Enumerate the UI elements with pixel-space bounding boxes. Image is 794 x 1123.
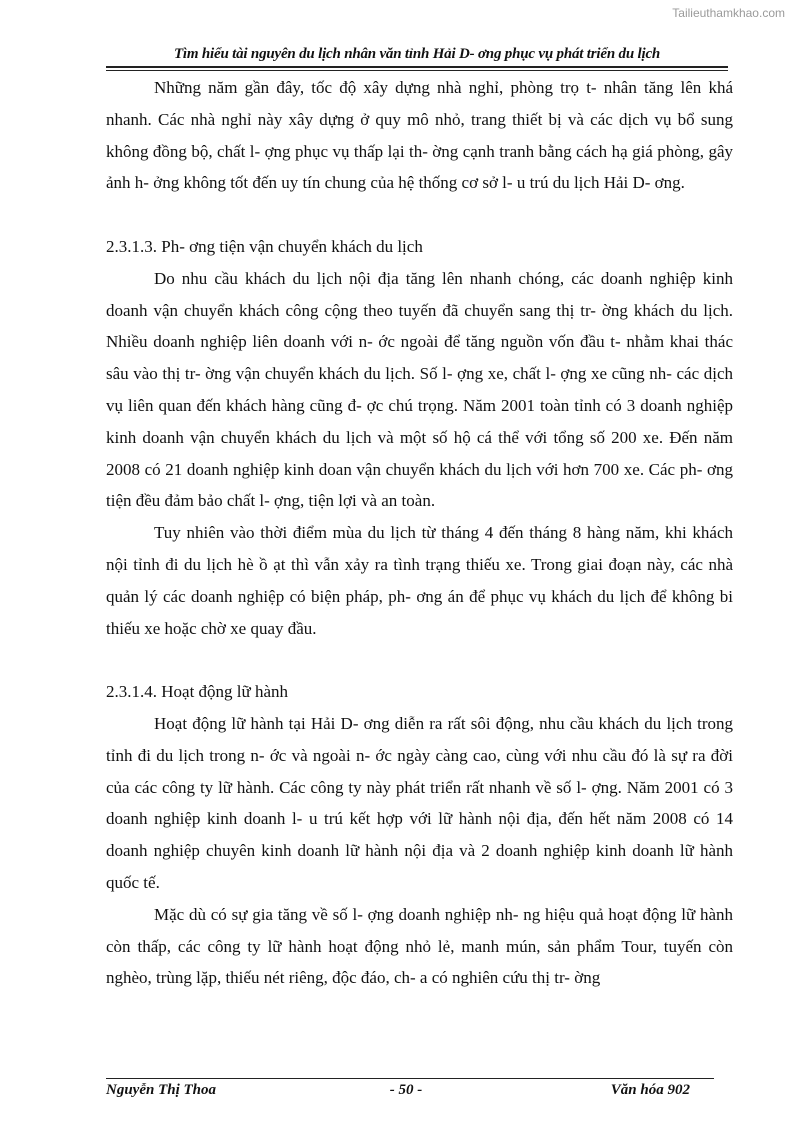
page-footer [106, 1082, 714, 1106]
footer-course: Văn hóa 902 [610, 1082, 690, 1098]
watermark: Tailieuthamkhao.com [672, 6, 785, 20]
section-heading: 2.3.1.4. Hoạt động lữ hành [106, 682, 289, 702]
page-body [106, 72, 733, 994]
paragraph: Mặc dù có sự gia tăng về số l- ợng doanh nghiệp nh- ng hiệu quả hoạt động lữ hành còn thấp, các công ty lữ hành hoạt động nhỏ lẻ, manh mún, sản phẩm Tour, tuyến còn nghèo, trùng lặp, thiếu nét riêng, độc đáo, ch- a có nghiên cứu thị tr- ờng [106, 904, 733, 988]
paragraph: Những năm gần đây, tốc độ xây dựng nhà nghỉ, phòng trọ t- nhân tăng lên khá nhanh. Các nhà nghỉ này xây dựng ở quy mô nhỏ, trang thiết bị và các dịch vụ bổ sung không đồng bộ, chất l- ợng phục vụ thấp lại th- ờng cạnh tranh bằng cách hạ giá phòng, gây ảnh h- ởng không tốt đến uy tín chung của hệ thống cơ sở l- u trú du lịch Hải D- ơng. [106, 78, 733, 193]
section-heading: 2.3.1.3. Ph- ơng tiện vận chuyển khách du lịch [106, 236, 423, 256]
paragraph: Do nhu cầu khách du lịch nội địa tăng lên nhanh chóng, các doanh nghiệp kinh doanh vận chuyển khách công cộng theo tuyến đã chuyển sang thị tr- ờng khách du lịch. Nhiều doanh nghiệp liên doanh với n- ớc ngoài để tăng nguồn vốn đầu t- nhằm khai thác sâu vào thị tr- ờng vận chuyển khách du lịch. Số l- ợng xe, chất l- ợng xe cũng nh- các dịch vụ liên quan đến khách hàng cũng đ- ợc chú trọng. Năm 2001 toàn tỉnh có 3 doanh nghiệp kinh doanh vận chuyển khách du lịch và một số hộ cá thể với tổng số 200 xe. Đến năm 2008 có 21 doanh nghiệp kinh doan vận chuyển khách du lịch với hơn 700 xe. Các ph- ơng tiện đều đảm bảo chất l- ợng, tiện lợi và an toàn. [106, 268, 733, 511]
paragraph: Tuy nhiên vào thời điểm mùa du lịch từ tháng 4 đến tháng 8 hàng năm, khi khách nội tỉnh đi du lịch hè ồ ạt thì vẫn xảy ra tình trạng thiếu xe. Trong giai đoạn này, các nhà quản lý các doanh nghiệp có biện pháp, ph- ơng án để phục vụ khách du lịch để không bi thiếu xe hoặc chờ xe quay đầu. [106, 523, 733, 638]
header-rule-thin [106, 70, 728, 71]
page-number: - 50 - [389, 1082, 423, 1098]
header-rule [106, 66, 728, 68]
footer-author: Nguyễn Thị Thoa [106, 1082, 217, 1098]
paragraph: Hoạt động lữ hành tại Hải D- ơng diễn ra rất sôi động, nhu cầu khách du lịch trong tỉnh đi du lịch trong n- ớc và ngoài n- ớc ngày càng cao, cùng với nhu cầu đó là sự ra đời của các công ty lữ hành. Các công ty này phát triển rất nhanh về số l- ợng. Năm 2001 có 3 doanh nghiệp kinh doanh l- u trú kết hợp với lữ hành nội địa, đến hết năm 2008 có 14 doanh nghiệp chuyên kinh doanh lữ hành nội địa và 2 doanh nghiệp kinh doanh lữ hành quốc tế. [106, 713, 733, 892]
running-header: Tìm hiểu tài nguyên du lịch nhân văn tỉnh Hải D- ơng phục vụ phát triển du lịch [173, 46, 661, 62]
footer-rule [106, 1078, 714, 1079]
